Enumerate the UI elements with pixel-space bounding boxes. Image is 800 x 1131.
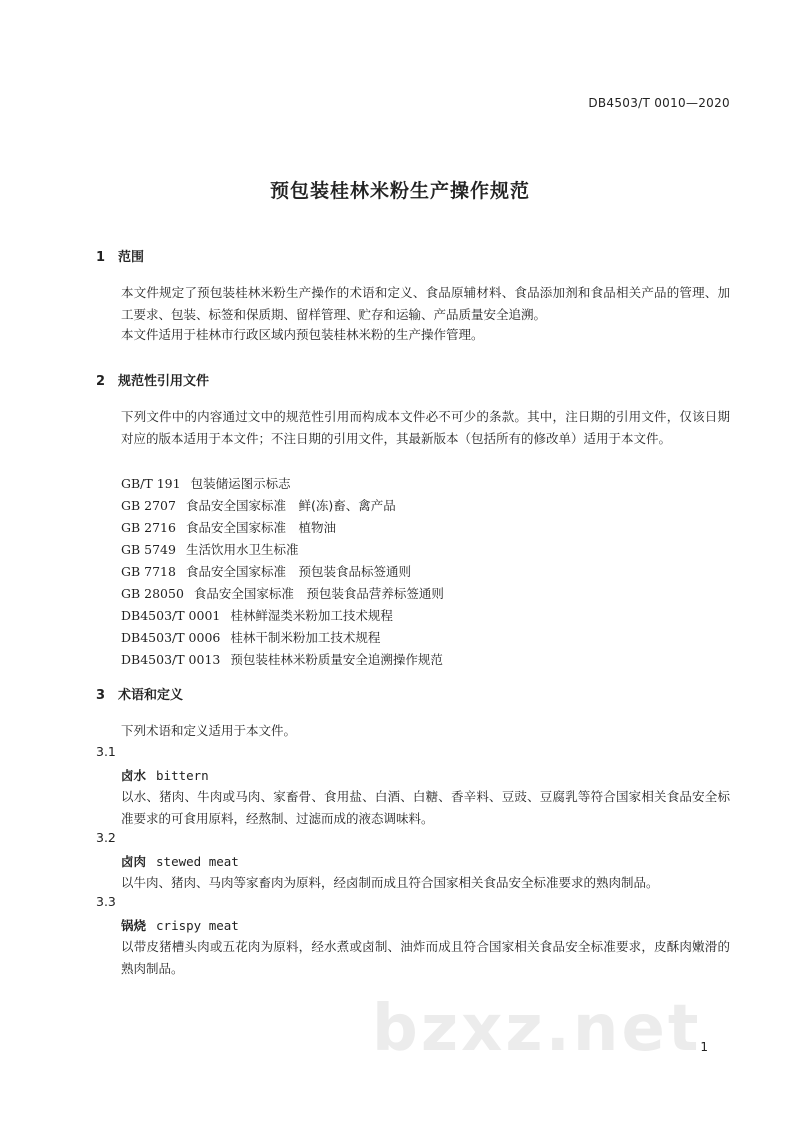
- reference-name: 食品安全国家标准 预包装食品标签通则: [185, 564, 411, 579]
- page-number: 1: [700, 1040, 708, 1054]
- section-title: 术语和定义: [118, 688, 184, 703]
- term-title: [121, 766, 209, 784]
- terms-intro-paragraph: [96, 720, 730, 742]
- reference-code: GB 7718: [121, 564, 176, 579]
- reference-code: DB4503/T 0001: [121, 608, 221, 623]
- section-title: 范围: [118, 250, 145, 265]
- term-number: 3.1: [96, 744, 116, 759]
- term-number: 3.2: [96, 830, 116, 845]
- section-title: 规范性引用文件: [118, 374, 210, 389]
- reference-code: GB 2716: [121, 520, 176, 535]
- term-english: bittern: [156, 768, 209, 783]
- reference-code: GB/T 191: [121, 476, 181, 491]
- section-heading-scope: [96, 246, 144, 265]
- section-number: 2: [96, 374, 106, 389]
- paragraph-text: 以带皮猪槽头肉或五花肉为原料，经水煮或卤制、油炸而成且符合国家相关食品安全标准要求，皮酥肉嫩滑的熟肉制品。: [121, 939, 730, 976]
- reference-name: 食品安全国家标准 植物油: [185, 520, 336, 535]
- standard-code: DB4503/T 0010—2020: [588, 96, 730, 110]
- reference-name: 食品安全国家标准 预包装食品营养标签通则: [193, 586, 444, 601]
- reference-name: 生活饮用水卫生标准: [185, 542, 299, 557]
- reference-item: [121, 540, 298, 558]
- reference-item: [121, 606, 393, 624]
- term-definition: [96, 936, 730, 980]
- term-chinese: 卤水: [121, 768, 147, 783]
- term-definition: [96, 786, 730, 830]
- watermark: bzxz.net: [372, 992, 702, 1066]
- reference-name: 桂林鲜湿类米粉加工技术规程: [230, 608, 393, 623]
- reference-item: [121, 518, 336, 536]
- reference-code: DB4503/T 0013: [121, 652, 221, 667]
- paragraph-text: 以牛肉、猪肉、马肉等家畜肉为原料，经卤制而成且符合国家相关食品安全标准要求的熟肉制品。: [121, 875, 659, 890]
- paragraph-text: 以水、猪肉、牛肉或马肉、家畜骨、食用盐、白酒、白糖、香辛料、豆豉、豆腐乳等符合国家相关食品安全标准要求的可食用原料，经熬制、过滤而成的液态调味料。: [121, 789, 730, 826]
- paragraph-text: 下列术语和定义适用于本文件。: [121, 723, 297, 738]
- term-english: stewed meat: [156, 854, 239, 869]
- document-title: 预包装桂林米粉生产操作规范: [269, 180, 530, 202]
- references-intro-paragraph: [96, 406, 730, 450]
- reference-name: 桂林干制米粉加工技术规程: [230, 630, 381, 645]
- term-chinese: 锅烧: [121, 918, 147, 933]
- reference-name: 包装储运图示标志: [190, 476, 291, 491]
- reference-item: [121, 474, 291, 492]
- reference-item: [121, 496, 396, 514]
- paragraph-text: 本文件规定了预包装桂林米粉生产操作的术语和定义、食品原辅材料、食品添加剂和食品相关产品的管理、加工要求、包装、标签和保质期、留样管理、贮存和运输、产品质量安全追溯。: [121, 285, 730, 322]
- reference-item: [121, 562, 411, 580]
- reference-code: DB4503/T 0006: [121, 630, 221, 645]
- reference-item: [121, 584, 444, 602]
- reference-code: GB 28050: [121, 586, 184, 601]
- reference-item: [121, 628, 380, 646]
- section-heading-terms-definitions: [96, 684, 183, 703]
- reference-item: [121, 650, 443, 668]
- section-number: 3: [96, 688, 106, 703]
- section-heading-normative-references: [96, 370, 209, 389]
- term-number: 3.3: [96, 894, 116, 909]
- term-chinese: 卤肉: [121, 854, 147, 869]
- reference-code: GB 5749: [121, 542, 176, 557]
- term-english: crispy meat: [156, 918, 239, 933]
- term-title: [121, 916, 239, 934]
- scope-paragraph-1: [96, 282, 730, 326]
- scope-paragraph-2: [96, 324, 730, 346]
- paragraph-text: 本文件适用于桂林市行政区域内预包装桂林米粉的生产操作管理。: [121, 327, 484, 342]
- reference-name: 食品安全国家标准 鲜(冻)畜、禽产品: [185, 498, 396, 513]
- reference-code: GB 2707: [121, 498, 176, 513]
- section-number: 1: [96, 250, 106, 265]
- term-title: [121, 852, 239, 870]
- paragraph-text: 下列文件中的内容通过文中的规范性引用而构成本文件必不可少的条款。其中，注日期的引用文件，仅该日期对应的版本适用于本文件；不注日期的引用文件，其最新版本（包括所有的修改单）适用于本文件。: [121, 409, 730, 446]
- reference-name: 预包装桂林米粉质量安全追溯操作规范: [230, 652, 443, 667]
- term-definition: [96, 872, 730, 894]
